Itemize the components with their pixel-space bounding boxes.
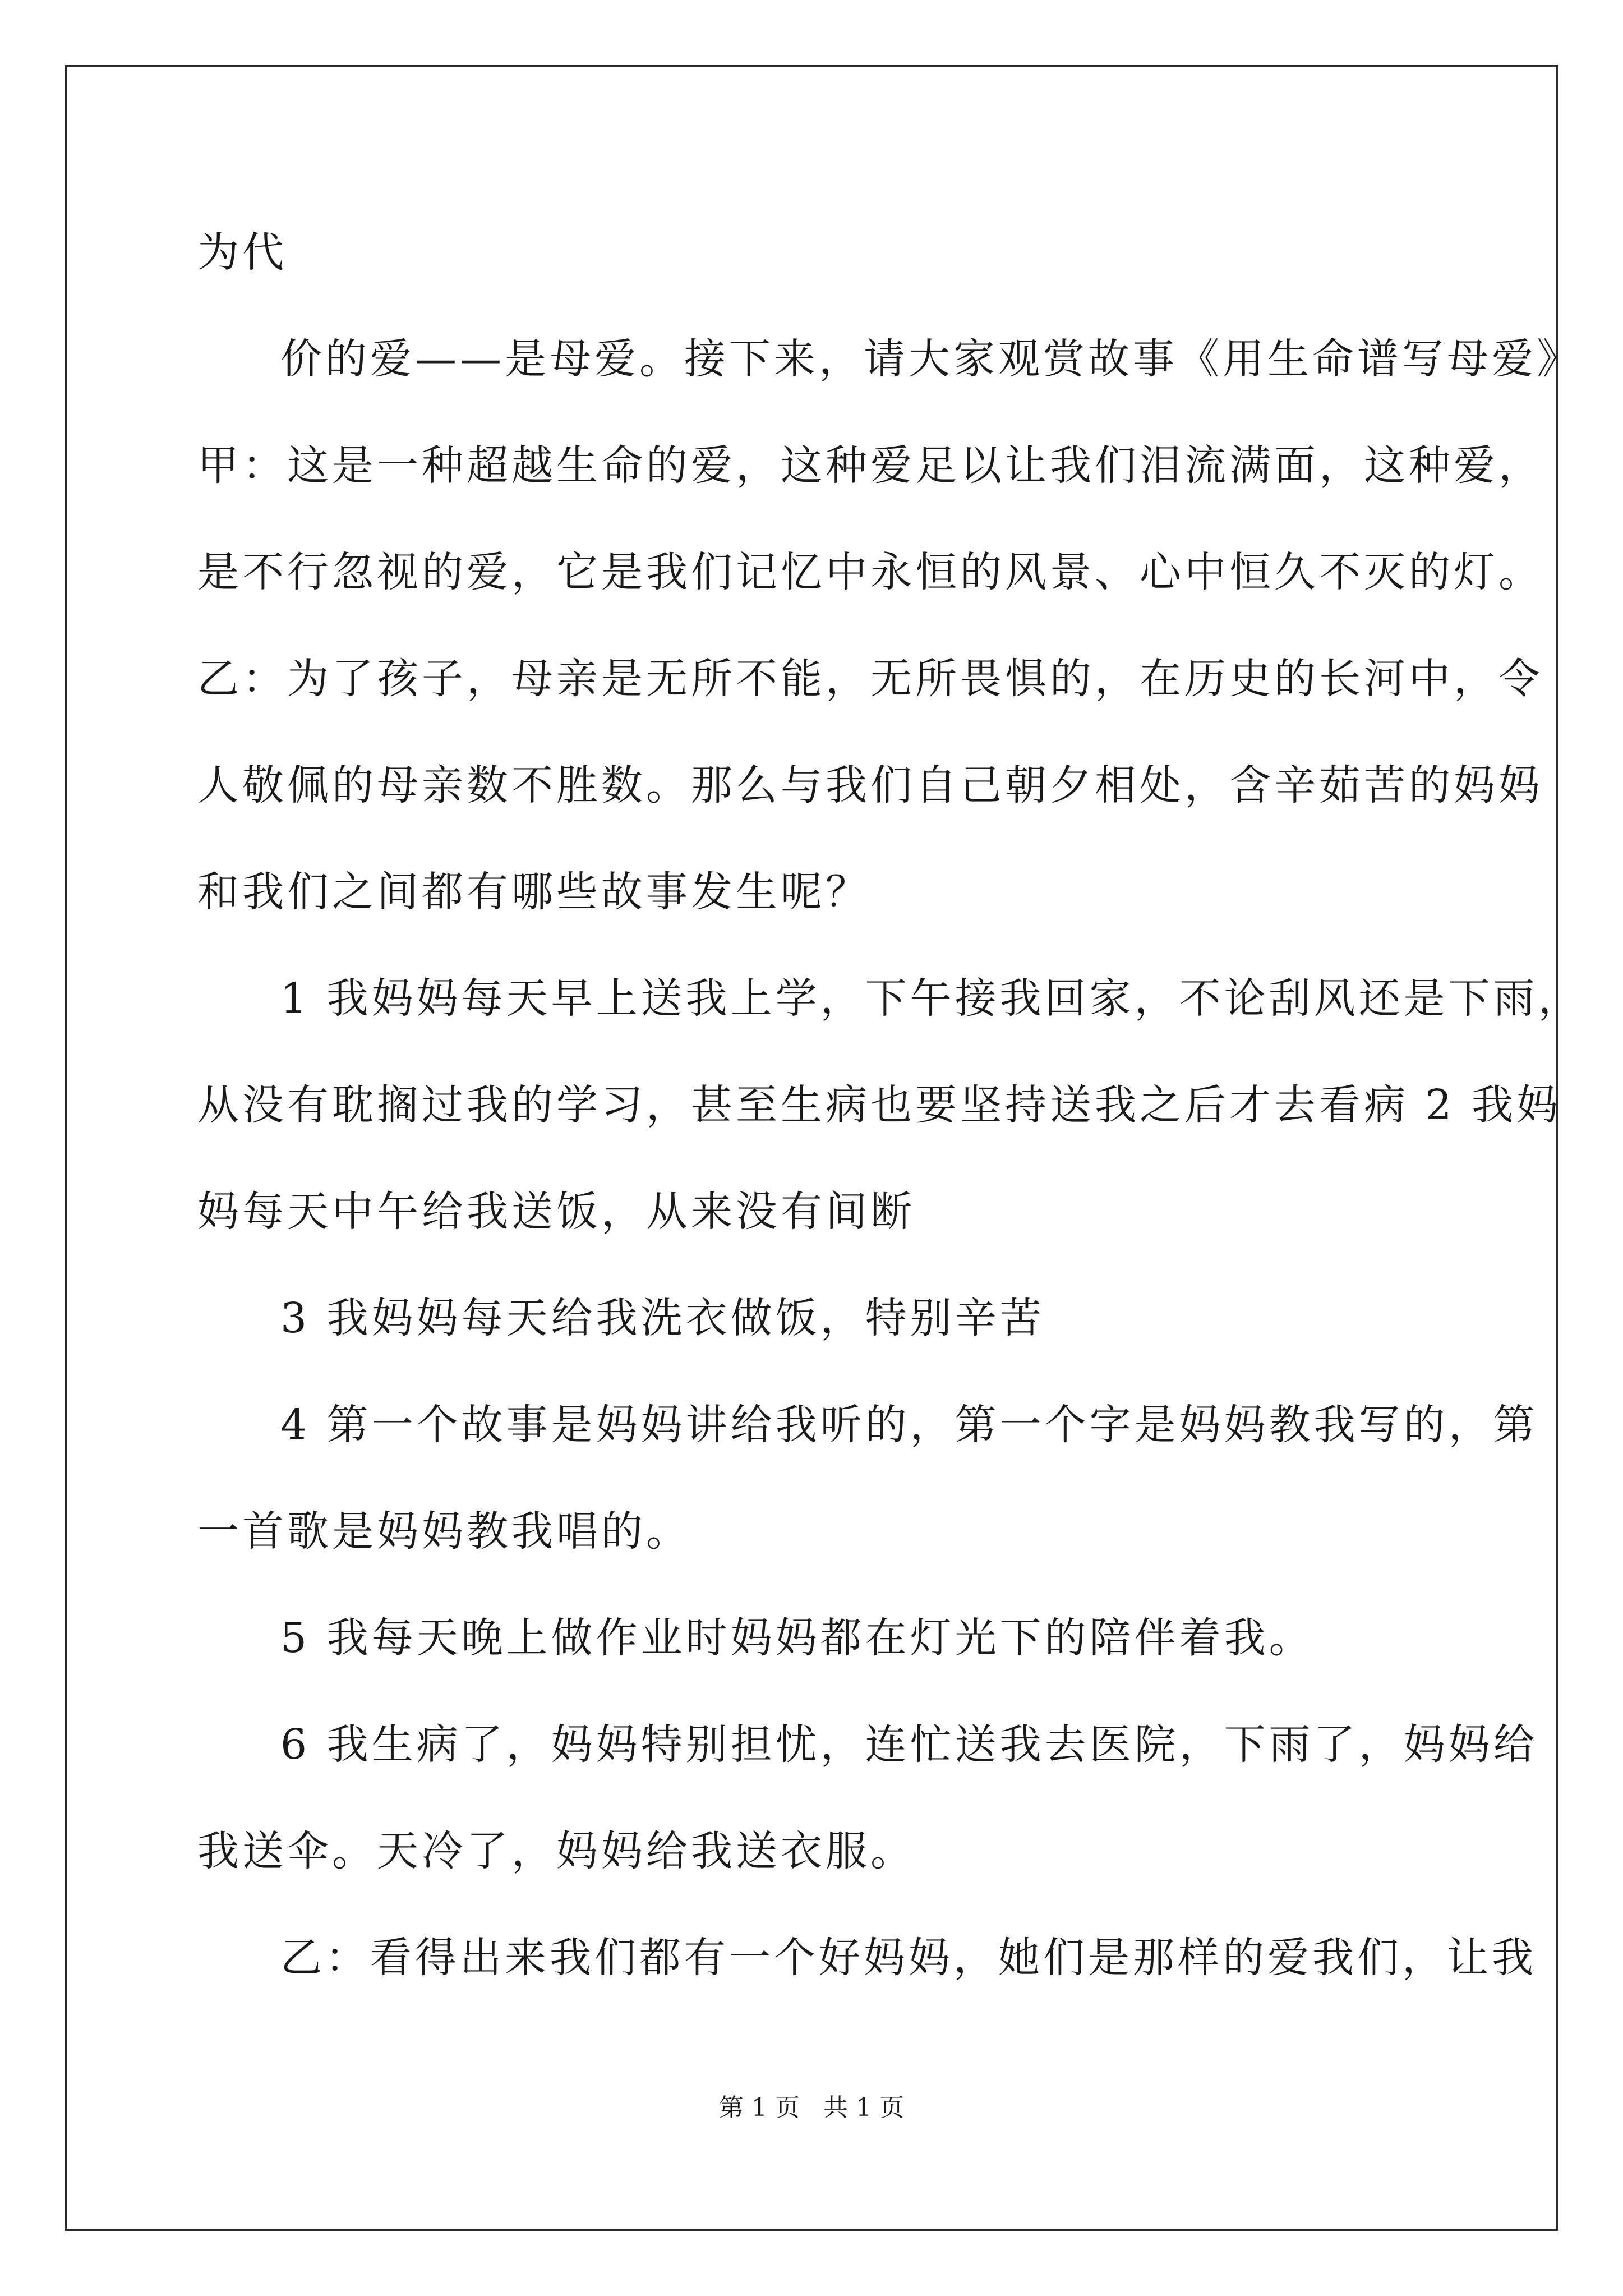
page-border (65, 65, 1558, 2231)
text-line: 一首歌是妈妈教我唱的。 (197, 1507, 691, 1556)
text-line: 4 第一个故事是妈妈讲给我听的，第一个字是妈妈教我写的，第 (280, 1401, 1538, 1449)
text-line: 5 我每天晚上做作业时妈妈都在灯光下的陪伴着我。 (280, 1614, 1314, 1662)
text-line: 从没有耽搁过我的学习，甚至生病也要坚持送我之后才去看病 2 我妈 (197, 1081, 1562, 1129)
text-line: 3 我妈妈每天给我洗衣做饭，特别辛苦 (280, 1294, 1045, 1342)
text-line: 1 我妈妈每天早上送我上学，下午接我回家，不论刮风还是下雨， (280, 974, 1583, 1023)
text-line: 人敬佩的母亲数不胜数。那么与我们自己朝夕相处，含辛茹苦的妈妈 (197, 761, 1543, 809)
text-line: 乙：看得出来我们都有一个好妈妈，她们是那样的爱我们，让我 (280, 1934, 1537, 1982)
text-line: 乙：为了孩子，母亲是无所不能，无所畏惧的，在历史的长河中，令 (197, 655, 1543, 703)
text-line: 价的爱——是母爱。接下来，请大家观赏故事《用生命谱写母爱》 (280, 335, 1581, 383)
text-line: 为代 (197, 228, 287, 277)
text-line: 是不行忽视的爱，它是我们记忆中永恒的风景、心中恒久不灭的灯。 (197, 548, 1543, 596)
text-line: 我送伞。天冷了，妈妈给我送衣服。 (197, 1827, 915, 1875)
text-line: 妈每天中午给我送饭，从来没有间断 (197, 1188, 915, 1236)
text-line: 甲：这是一种超越生命的爱，这种爱足以让我们泪流满面，这种爱， (197, 441, 1543, 490)
page-footer: 第 1 页 共 1 页 (719, 2093, 904, 2122)
text-line: 6 我生病了，妈妈特别担忧，连忙送我去医院，下雨了，妈妈给 (280, 1720, 1538, 1769)
text-line: 和我们之间都有哪些故事发生呢？ (197, 868, 870, 916)
